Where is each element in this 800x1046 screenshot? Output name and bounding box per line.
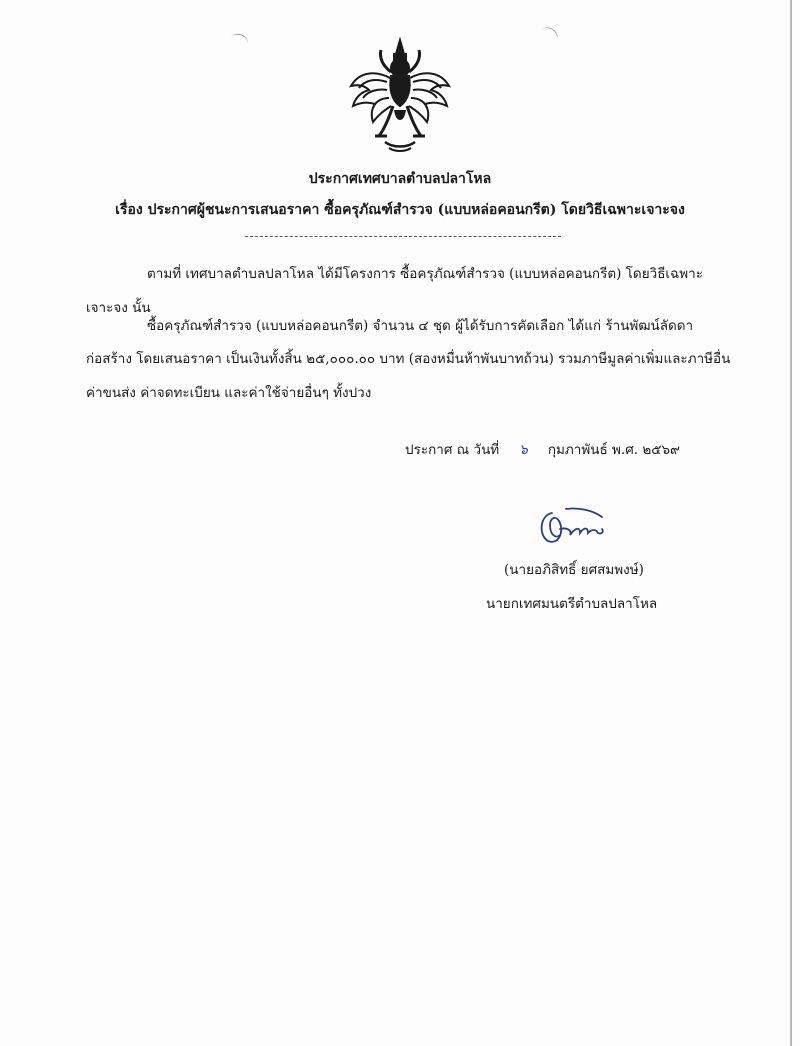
document-title: ประกาศเทศบาลตำบลปลาโหล bbox=[308, 171, 492, 187]
paragraph-2-line-2: ก่อสร้าง โดยเสนอราคา เป็นเงินทั้งสิ้น ๒๕,๐๐๐.๐๐ บาท (สองหมื่นห้าพันบาทถ้วน) รวมภาษีมูลค่าเพิ่มและภาษีอื่น bbox=[86, 351, 731, 367]
paragraph-2-line-3: ค่าขนส่ง ค่าจดทะเบียน และค่าใช้จ่ายอื่นๆ ทั้งปวง bbox=[86, 385, 372, 401]
date-prefix: ประกาศ ณ วันที่ bbox=[405, 442, 500, 458]
paragraph-2-line-1: ซื้อครุภัณฑ์สำรวจ (แบบหล่อคอนกรีต) จำนวน ๔ ชุด ผู้ได้รับการคัดเลือก ได้แก่ ร้านพัฒน์ลัดดา bbox=[147, 318, 694, 334]
signatory-position: นายกเทศมนตรีตำบลปลาโหล bbox=[486, 596, 658, 612]
signatory-name: (นายอภิสิทธิ์ ยศสมพงษ์) bbox=[504, 562, 644, 578]
paragraph-1-line-1: ตามที่ เทศบาลตำบลปลาโหล ได้มีโครงการ ซื้อครุภัณฑ์สำรวจ (แบบหล่อคอนกรีต) โดยวิธีเฉพาะ bbox=[147, 266, 703, 282]
scan-mark-right bbox=[537, 24, 560, 47]
garuda-emblem-icon bbox=[345, 36, 455, 154]
announcement-date bbox=[405, 438, 680, 460]
document-subject: เรื่อง ประกาศผู้ชนะการเสนอราคา ซื้อครุภัณฑ์สำรวจ (แบบหล่อคอนกรีต) โดยวิธีเฉพาะเจาะจง bbox=[115, 202, 685, 218]
separator-line bbox=[245, 236, 561, 237]
date-day-handwritten: ๖ bbox=[519, 442, 528, 458]
date-month-year: กุมภาพันธ์ พ.ศ. ๒๕๖๙ bbox=[547, 442, 680, 458]
paragraph-1-line-2: เจาะจง นั้น bbox=[86, 300, 151, 316]
signature-image bbox=[530, 505, 620, 550]
scan-mark-left bbox=[228, 31, 250, 51]
page-edge-shadow bbox=[790, 0, 792, 1046]
